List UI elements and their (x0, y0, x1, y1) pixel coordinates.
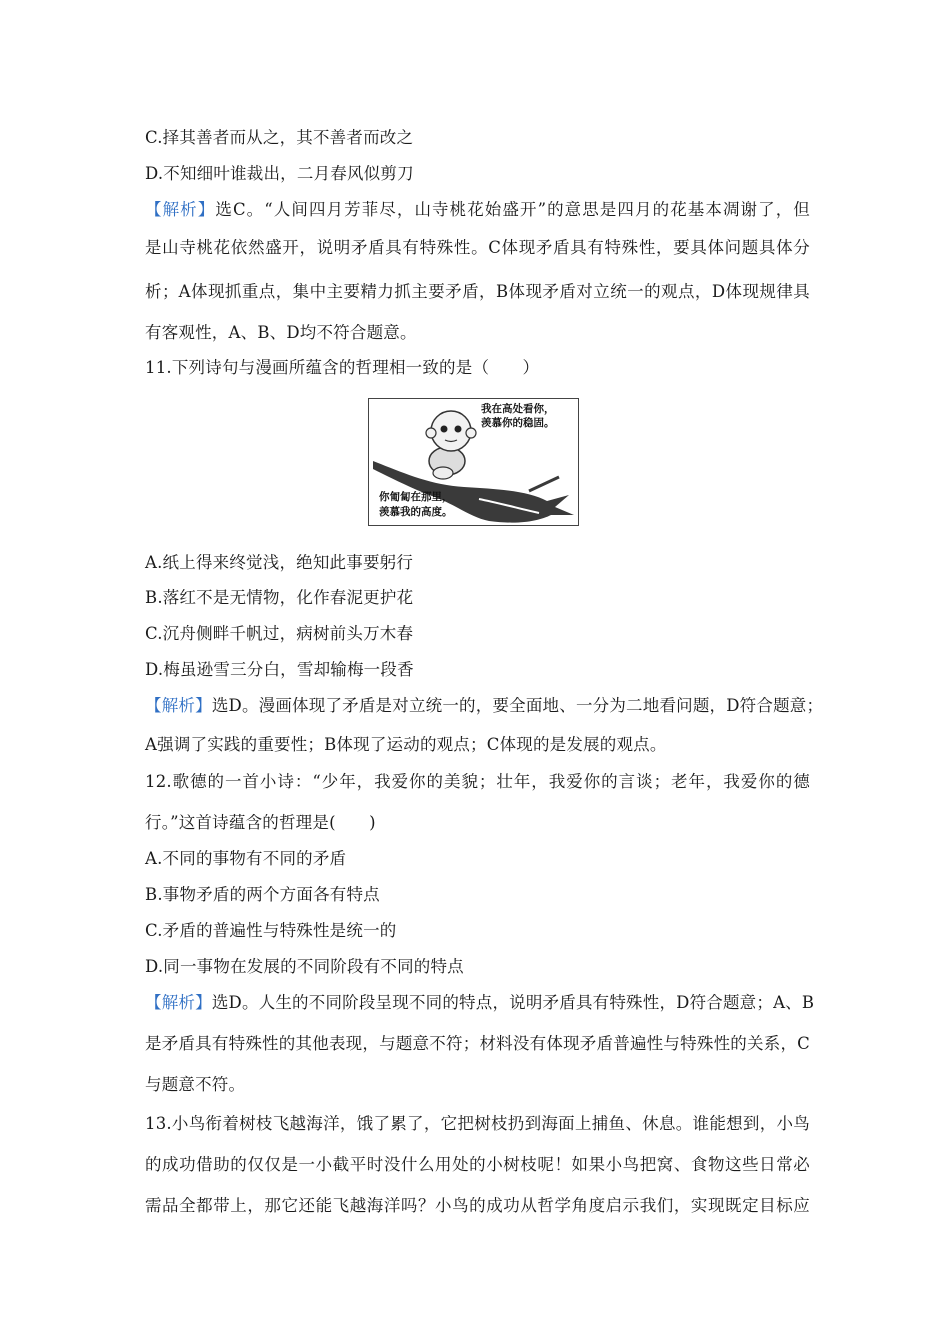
option-b-q11: B.落红不是无情物，化作春泥更护花 (145, 588, 414, 607)
option-d-q10: D.不知细叶谁裁出，二月春风似剪刀 (145, 164, 414, 183)
question-13-stem-line1: 13.小鸟衔着树枝飞越海洋，饿了累了，它把树枝扔到海面上捕鱼、休息。谁能想到，小鸟 (145, 1114, 810, 1133)
analysis-tag: 【解析】 (145, 993, 212, 1012)
analysis-tag: 【解析】 (145, 200, 216, 219)
cartoon-caption-bottom-1: 你匍匐在那里， (379, 491, 453, 503)
option-a-q12: A.不同的事物有不同的矛盾 (145, 849, 347, 868)
option-d-q12: D.同一事物在发展的不同阶段有不同的特点 (145, 957, 464, 976)
analysis-q11-line2: A强调了实践的重要性；B体现了运动的观点；C体现的是发展的观点。 (145, 735, 667, 754)
question-13-stem-line3: 需品全都带上，那它还能飞越海洋吗？小鸟的成功从哲学角度启示我们，实现既定目标应 (145, 1196, 810, 1215)
question-12-stem-line1: 12.歌德的一首小诗：“少年，我爱你的美貌；壮年，我爱你的言谈；老年，我爱你的德 (145, 772, 810, 791)
option-c-q11: C.沉舟侧畔千帆过，病树前头万木春 (145, 624, 414, 643)
analysis-q12-line2: 是矛盾具有特殊性的其他表现，与题意不符；材料没有体现矛盾普遍性与特殊性的关系，C (145, 1034, 810, 1053)
option-c-q10: C.择其善者而从之，其不善者而改之 (145, 128, 414, 147)
option-a-q11: A.纸上得来终觉浅，绝知此事要躬行 (145, 553, 414, 572)
cartoon-figure (368, 398, 579, 526)
analysis-text: 选D。漫画体现了矛盾是对立统一的，要全面地、一分为二地看问题，D符合题意； (211, 696, 824, 715)
analysis-q12-line3: 与题意不符。 (145, 1075, 246, 1094)
analysis-text: 选D。人生的不同阶段呈现不同的特点，说明矛盾具有特殊性，D符合题意；A、B (211, 993, 815, 1012)
question-12-stem-line2: 行。”这首诗蕴含的哲理是( ) (145, 813, 376, 832)
cartoon-caption-top-2: 羡慕你的稳固。 (481, 417, 555, 429)
option-b-q12: B.事物矛盾的两个方面各有特点 (145, 885, 380, 904)
cartoon-caption-bottom-2: 羡慕我的高度。 (379, 506, 453, 518)
analysis-tag: 【解析】 (145, 696, 212, 715)
analysis-q10-line3: 析；A体现抓重点，集中主要精力抓主要矛盾，B体现矛盾对立统一的观点，D体现规律具 (145, 282, 810, 301)
analysis-q12-line1 (145, 992, 815, 1014)
analysis-text: 选C。“人间四月芳菲尽，山寺桃花始盛开”的意思是四月的花基本凋谢了，但 (215, 200, 810, 219)
question-13-stem-line2: 的成功借助的仅仅是一小截平时没什么用处的小树枝呢！如果小鸟把窝、食物这些日常必 (145, 1155, 810, 1174)
analysis-q10-line4: 有客观性，A、B、D均不符合题意。 (145, 323, 417, 342)
option-c-q12: C.矛盾的普遍性与特殊性是统一的 (145, 921, 397, 940)
analysis-q11-line1 (145, 695, 824, 717)
analysis-q10-line1 (145, 199, 810, 221)
cartoon-caption-top-1: 我在高处看你， (481, 403, 555, 415)
analysis-q10-line2: 是山寺桃花依然盛开，说明矛盾具有特殊性。C体现矛盾具有特殊性，要具体问题具体分 (145, 238, 810, 257)
question-11-stem: 11.下列诗句与漫画所蕴含的哲理相一致的是（ ） (145, 358, 540, 377)
option-d-q11: D.梅虽逊雪三分白，雪却输梅一段香 (145, 660, 414, 679)
